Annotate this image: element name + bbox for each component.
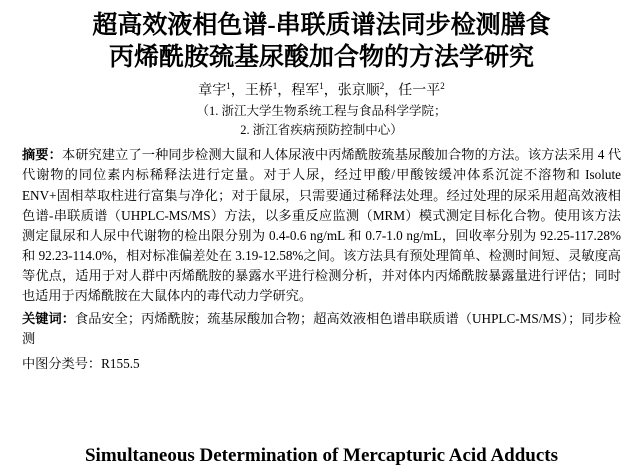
author-affil-marker: 2 — [440, 81, 445, 91]
keywords-paragraph — [22, 309, 621, 349]
affiliation-line-2: 2. 浙江省疾病预防控制中心） — [240, 123, 403, 138]
abstract-paragraph — [22, 145, 621, 306]
clc-number: 中图分类号：R155.5 — [22, 356, 140, 372]
affiliation-line-1: （1. 浙江大学生物系统工程与食品科学学院； — [196, 103, 447, 118]
affiliation-block — [22, 102, 621, 141]
page-title — [22, 10, 621, 74]
author-list: 章宇$^1$，王桥$^1$，程军$^1$，张京顺$^2$，任一平$^2$ — [198, 81, 445, 99]
title-line-2: 丙烯酰胺巯基尿酸加合物的方法学研究 — [108, 44, 534, 71]
keywords-text: 食品安全；丙烯酰胺；巯基尿酸加合物；超高效液相色谱串联质谱（UHPLC-MS/MS）；同步检测 — [22, 310, 622, 346]
author-affil-marker: 1 — [319, 81, 324, 91]
author-affil-marker: 1 — [226, 81, 231, 91]
english-title: Simultaneous Determination of Mercapturic Acid Adducts — [84, 445, 559, 466]
keywords-label: 关键词： — [22, 310, 75, 326]
abstract-label: 摘要： — [22, 147, 62, 163]
author-affil-marker: 2 — [379, 81, 385, 91]
abstract-text: 本研究建立了一种同步检测大鼠和人体尿液中丙烯酰胺巯基尿酸加合物的方法。该方法采用 4 代代谢物的同位素内标稀释法进行定量。对于人尿，经过甲酸/甲酸铵缓冲体系沉淀不溶物和 Isolute ENV+固相萃取柱进行富集与净化；对于鼠尿，只需要通过稀释法处理。经过处理的尿采用超高效液相色谱-串联质谱（UHPLC-MS/MS）方法，以多重反应监测（MRM）模式测定目标化合物。使用该方法测定鼠尿和人尿中代谢物的检出限分别为 0.4-0.6 ng/mL 和 0.7-1.0 ng/mL，回收率分别为 92.25-117.28%和 92.23-114.0%，相对标准偏差处在 3.19-12.58%之间。该方法具有预处理简单、检测时间短、灵敏度高等优点，适用于对人群中丙烯酰胺的暴露水平进行检测分析，并对体内丙烯酰胺暴露量进行评估；同时也适用于丙烯酰胺在大鼠体内的毒代动力学研究。 — [22, 147, 622, 303]
author-affil-marker: 1 — [272, 81, 278, 91]
title-line-1: 超高效液相色谱-串联质谱法同步检测膳食 — [92, 12, 551, 39]
